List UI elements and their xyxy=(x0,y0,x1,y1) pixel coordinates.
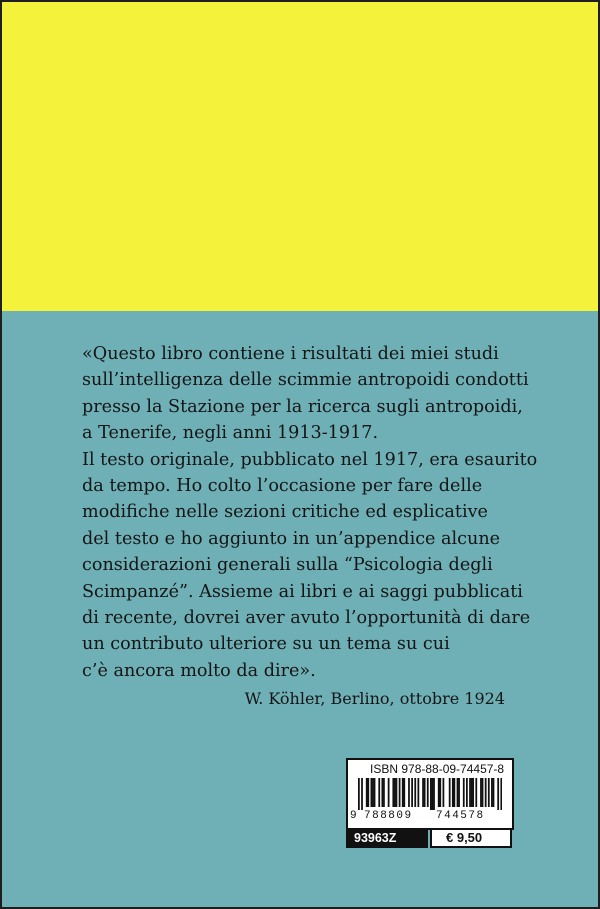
barcode-bar xyxy=(452,778,454,807)
barcode-bar xyxy=(432,778,434,810)
barcode-bar xyxy=(372,778,374,807)
barcode-bar xyxy=(438,778,440,807)
barcode-bar xyxy=(466,778,468,807)
blurb-line: Il testo originale, pubblicato nel 1917, era esaurito xyxy=(82,449,538,470)
barcode-bars xyxy=(358,778,502,810)
barcode-bar xyxy=(430,778,432,810)
blurb-line: da tempo. Ho colto l’occasione per fare delle xyxy=(82,476,483,497)
barcode-right-group: 744578 xyxy=(436,810,485,822)
barcode-bar xyxy=(493,778,495,807)
barcode-bar xyxy=(457,778,459,807)
barcode-bar xyxy=(488,778,490,807)
barcode-bar xyxy=(358,778,360,810)
blurb-line: considerazioni generali sulla “Psicologia degli xyxy=(82,555,493,576)
barcode-bar xyxy=(408,778,410,807)
barcode-bar xyxy=(463,778,465,807)
barcode-bar xyxy=(417,778,419,807)
barcode-bar xyxy=(472,778,474,807)
barcode-bar xyxy=(374,778,376,807)
barcode-bar xyxy=(427,778,429,807)
blurb-line: del testo e ho aggiunto in un’appendice alcune xyxy=(82,528,501,549)
blurb-line: «Questo libro contiene i risultati dei miei studi xyxy=(82,344,499,364)
barcode-bar xyxy=(371,778,373,807)
barcode-bar xyxy=(433,778,435,810)
barcode-bar xyxy=(485,778,487,807)
barcode-bar xyxy=(392,778,394,807)
blurb-line: Scimpanzé”. Assieme ai libri e ai saggi pubblicati xyxy=(82,581,523,602)
barcode-bar xyxy=(402,778,404,807)
product-code: 93963Z xyxy=(346,828,428,848)
price-tag: € 9,50 xyxy=(430,828,512,848)
blurb-line: modifiche nelle sezioni critiche ed esplicative xyxy=(82,502,488,523)
barcode-bar xyxy=(394,778,396,807)
barcode-bar xyxy=(471,778,473,807)
blurb-line: presso la Stazione per la ricerca sugli antropoidi, xyxy=(82,396,523,417)
barcode-bar xyxy=(414,778,416,807)
barcode-left-group: 788809 xyxy=(364,810,413,822)
barcode-bar xyxy=(424,778,426,807)
barcode-bar xyxy=(497,778,499,810)
barcode-bar xyxy=(388,778,390,807)
barcode-bar xyxy=(449,778,451,807)
barcode-bar xyxy=(361,778,363,810)
barcode-bar xyxy=(482,778,484,807)
author-signature: W. Köhler, Berlino, ottobre 1924 xyxy=(244,689,505,708)
barcode-bar xyxy=(378,778,380,807)
barcode-bar xyxy=(422,778,424,807)
barcode-bar xyxy=(396,778,398,807)
barcode-bar xyxy=(453,778,455,807)
blurb-line: un contributo ulteriore su un tema su cui xyxy=(82,634,450,655)
barcode-bar xyxy=(443,778,445,807)
barcode-bar xyxy=(366,778,368,807)
yellow-band xyxy=(2,2,600,311)
barcode-bar xyxy=(458,778,460,807)
barcode-bar xyxy=(500,778,502,810)
barcode-bar xyxy=(399,778,401,807)
barcode-bar xyxy=(403,778,405,807)
cover-blurb xyxy=(82,341,542,684)
barcode-bar xyxy=(439,778,441,807)
blurb-line: di recente, dovrei aver avuto l’opportunità di dare xyxy=(82,608,531,629)
barcode-bar xyxy=(381,778,383,807)
barcode-bar xyxy=(475,778,477,807)
barcode-bar xyxy=(383,778,385,807)
blurb-line: a Tenerife, negli anni 1913-1917. xyxy=(82,423,379,444)
barcode-bar xyxy=(469,778,471,807)
barcode-bar xyxy=(491,778,493,807)
barcode-bar xyxy=(411,778,413,807)
blurb-line: c’è ancora molto da dire». xyxy=(82,660,316,681)
barcode-panel xyxy=(346,758,514,830)
blurb-line: sull’intelligenza delle scimmie antropoidi condotti xyxy=(82,370,529,391)
barcode-bar xyxy=(480,778,482,807)
barcode-bar xyxy=(367,778,369,807)
isbn-label: ISBN 978-88-09-74457-8 xyxy=(370,762,505,776)
barcode-first-digit: 9 xyxy=(350,810,357,822)
